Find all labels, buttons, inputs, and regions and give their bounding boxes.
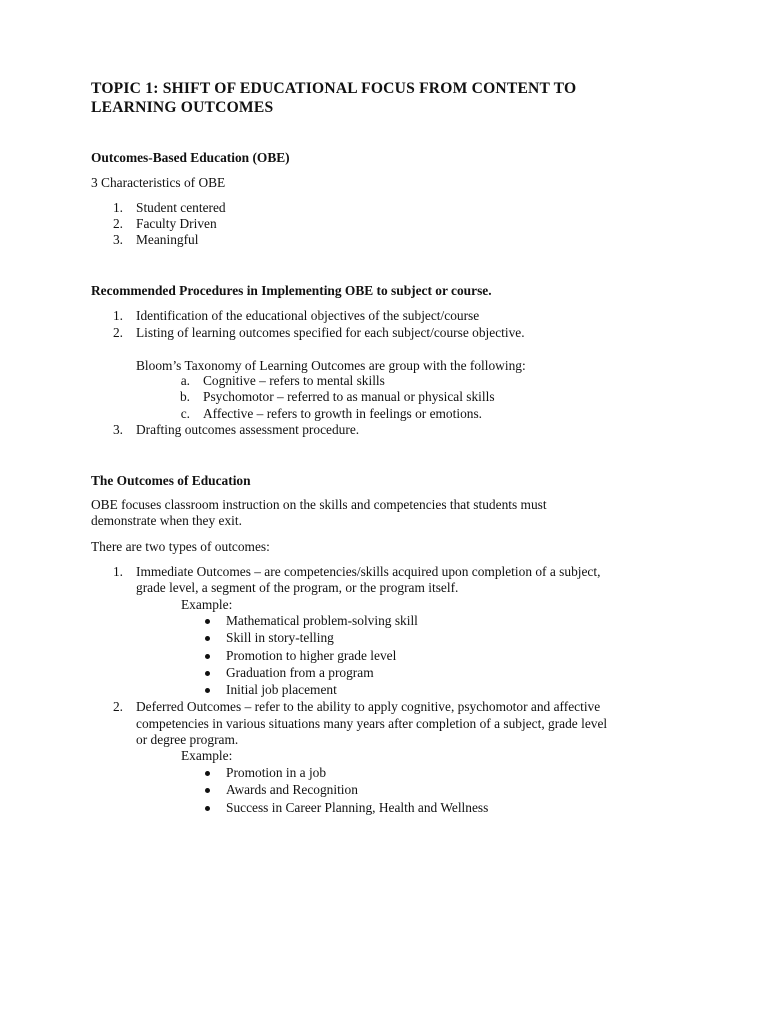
list-item: Meaningful <box>136 232 199 247</box>
deferred-outcomes-line2: competencies in various situations many years after completion of a subject, grade level <box>136 716 608 731</box>
procedures-heading: Recommended Procedures in Implementing OBE to subject or course. <box>91 283 492 298</box>
list-marker: 1. <box>112 564 123 579</box>
sublist-marker: c. <box>180 406 190 421</box>
bullet-item: Promotion to higher grade level <box>226 648 397 663</box>
bullet-icon <box>205 788 210 793</box>
list-marker: 3. <box>112 422 123 437</box>
bullet-icon <box>205 771 210 776</box>
list-marker: 3. <box>112 232 123 247</box>
list-marker: 1. <box>112 200 123 215</box>
sublist-marker: a. <box>180 373 190 388</box>
bullet-icon <box>205 806 210 811</box>
deferred-outcomes-line1: Deferred Outcomes – refer to the ability to apply cognitive, psychomotor and affective <box>136 699 601 714</box>
bullet-item: Initial job placement <box>226 682 337 697</box>
page-title-line2: LEARNING OUTCOMES <box>91 99 274 116</box>
obe-intro: 3 Characteristics of OBE <box>91 175 226 190</box>
immediate-outcomes-line2: grade level, a segment of the program, or the program itself. <box>136 580 459 595</box>
sublist-item: Psychomotor – referred to as manual or physical skills <box>203 389 495 404</box>
sublist-marker: b. <box>179 389 190 404</box>
list-item: Drafting outcomes assessment procedure. <box>136 422 360 437</box>
outcomes-paragraph-line2: demonstrate when they exit. <box>91 513 242 528</box>
bullet-icon <box>205 636 210 641</box>
immediate-outcomes-line1: Immediate Outcomes – are competencies/skills acquired upon completion of a subject, <box>136 564 601 579</box>
list-marker: 2. <box>112 325 123 340</box>
bullet-item: Promotion in a job <box>226 765 327 780</box>
bullet-icon <box>205 688 210 693</box>
list-marker: 1. <box>112 308 123 323</box>
bullet-icon <box>205 654 210 659</box>
example-label: Example: <box>181 748 233 763</box>
outcomes-heading: The Outcomes of Education <box>91 473 251 488</box>
outcomes-paragraph-line1: OBE focuses classroom instruction on the skills and competencies that students must <box>91 497 547 512</box>
bullet-icon <box>205 671 210 676</box>
example-label: Example: <box>181 597 233 612</box>
bullet-item: Awards and Recognition <box>226 782 358 797</box>
list-item: Listing of learning outcomes specified for each subject/course objective. <box>136 325 525 340</box>
outcomes-types-intro: There are two types of outcomes: <box>91 539 270 554</box>
obe-heading: Outcomes-Based Education (OBE) <box>91 150 290 165</box>
list-item: Student centered <box>136 200 226 215</box>
list-marker: 2. <box>112 699 123 714</box>
page-title-line1: TOPIC 1: SHIFT OF EDUCATIONAL FOCUS FROM CONTENT TO <box>91 80 577 97</box>
bullet-item: Mathematical problem-solving skill <box>226 613 418 628</box>
bullet-item: Success in Career Planning, Health and Wellness <box>226 800 489 815</box>
deferred-outcomes-line3: or degree program. <box>136 732 239 747</box>
list-item: Identification of the educational objectives of the subject/course <box>136 308 480 323</box>
bullet-item: Skill in story-telling <box>226 630 334 645</box>
bloom-intro: Bloom’s Taxonomy of Learning Outcomes are group with the following: <box>136 358 526 373</box>
list-item: Faculty Driven <box>136 216 217 231</box>
sublist-item: Affective – refers to growth in feelings or emotions. <box>203 406 483 421</box>
list-marker: 2. <box>112 216 123 231</box>
bullet-icon <box>205 619 210 624</box>
sublist-item: Cognitive – refers to mental skills <box>203 373 385 388</box>
bullet-item: Graduation from a program <box>226 665 374 680</box>
